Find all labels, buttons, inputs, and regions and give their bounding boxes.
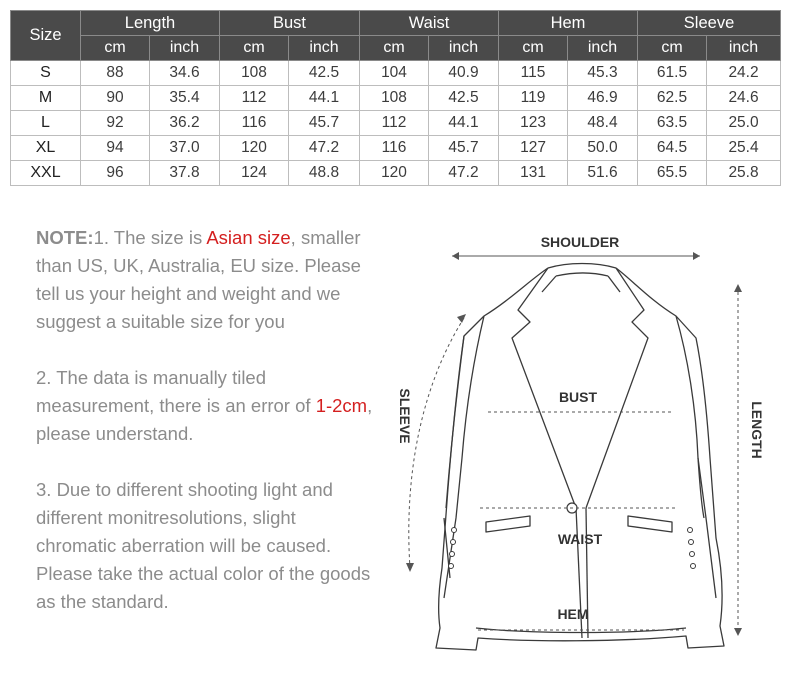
table-cell: 61.5	[638, 61, 707, 86]
table-row	[11, 136, 781, 161]
unit-header-inch: inch	[150, 36, 220, 61]
table-cell: 108	[360, 86, 429, 111]
unit-header-inch: inch	[707, 36, 781, 61]
note-1	[36, 224, 381, 336]
table-cell: 42.5	[429, 86, 499, 111]
table-cell: 94	[81, 136, 150, 161]
size-cell: XXL	[11, 161, 81, 186]
hem-label: HEM	[557, 606, 589, 622]
table-cell: 123	[499, 111, 568, 136]
table-cell: 48.4	[568, 111, 638, 136]
table-cell: 104	[360, 61, 429, 86]
table-cell: 42.5	[289, 61, 360, 86]
table-cell: 131	[499, 161, 568, 186]
table-cell: 44.1	[289, 86, 360, 111]
table-row	[11, 61, 781, 86]
table-cell: 63.5	[638, 111, 707, 136]
table-cell: 25.8	[707, 161, 781, 186]
table-cell: 36.2	[150, 111, 220, 136]
table-cell: 51.6	[568, 161, 638, 186]
note-1-text-start: 1. The size is	[93, 227, 207, 248]
table-cell: 40.9	[429, 61, 499, 86]
table-cell: 45.7	[429, 136, 499, 161]
table-cell: 92	[81, 111, 150, 136]
table-cell: 120	[220, 136, 289, 161]
table-row	[11, 161, 781, 186]
table-row	[11, 111, 781, 136]
size-chart-table	[10, 10, 781, 186]
table-cell: 35.4	[150, 86, 220, 111]
table-cell: 24.6	[707, 86, 781, 111]
waist-header: Waist	[360, 11, 499, 36]
unit-header-inch: inch	[568, 36, 638, 61]
table-cell: 115	[499, 61, 568, 86]
bust-header: Bust	[220, 11, 360, 36]
unit-header-cm: cm	[220, 36, 289, 61]
table-cell: 45.3	[568, 61, 638, 86]
measurement-lines	[406, 252, 742, 636]
unit-header-cm: cm	[81, 36, 150, 61]
table-cell: 44.1	[429, 111, 499, 136]
unit-header-cm: cm	[360, 36, 429, 61]
sleeve-label: SLEEVE	[397, 388, 413, 444]
table-cell: 119	[499, 86, 568, 111]
table-row	[11, 86, 781, 111]
table-cell: 50.0	[568, 136, 638, 161]
header-row-units	[11, 36, 781, 61]
size-cell: M	[11, 86, 81, 111]
length-label: LENGTH	[749, 401, 765, 459]
size-cell: XL	[11, 136, 81, 161]
table-cell: 47.2	[429, 161, 499, 186]
table-cell: 62.5	[638, 86, 707, 111]
table-cell: 112	[360, 111, 429, 136]
table-cell: 37.8	[150, 161, 220, 186]
note-3	[36, 476, 381, 616]
bust-label: BUST	[558, 389, 598, 405]
note-2-text-start: 2. The data is manually tiled measurement, there is an error of	[36, 367, 316, 416]
table-cell: 88	[81, 61, 150, 86]
jacket-outline	[436, 264, 724, 651]
unit-header-inch: inch	[289, 36, 360, 61]
table-cell: 45.7	[289, 111, 360, 136]
note-heading: NOTE:	[36, 227, 94, 248]
table-cell: 34.6	[150, 61, 220, 86]
hem-header: Hem	[499, 11, 638, 36]
header-row-groups	[11, 11, 781, 36]
table-cell: 116	[220, 111, 289, 136]
table-cell: 46.9	[568, 86, 638, 111]
table-cell: 96	[81, 161, 150, 186]
table-cell: 65.5	[638, 161, 707, 186]
table-cell: 124	[220, 161, 289, 186]
table-cell: 48.8	[289, 161, 360, 186]
unit-header-cm: cm	[499, 36, 568, 61]
table-cell: 24.2	[707, 61, 781, 86]
jacket-measurement-diagram	[380, 218, 780, 678]
table-cell: 108	[220, 61, 289, 86]
table-cell: 47.2	[289, 136, 360, 161]
unit-header-cm: cm	[638, 36, 707, 61]
size-column-header: Size	[11, 11, 81, 61]
table-cell: 64.5	[638, 136, 707, 161]
size-cell: L	[11, 111, 81, 136]
note-1-highlight: Asian size	[206, 227, 291, 248]
table-cell: 25.4	[707, 136, 781, 161]
table-cell: 90	[81, 86, 150, 111]
size-cell: S	[11, 61, 81, 86]
table-cell: 37.0	[150, 136, 220, 161]
length-header: Length	[81, 11, 220, 36]
shoulder-label: SHOULDER	[540, 234, 620, 250]
notes-section	[36, 224, 381, 616]
table-cell: 25.0	[707, 111, 781, 136]
table-cell: 127	[499, 136, 568, 161]
note-2-highlight: 1-2cm	[315, 395, 368, 416]
unit-header-inch: inch	[429, 36, 499, 61]
note-1-text-end: , smaller than US, UK, Australia, EU size. Please tell us your height and weight and we suggest a suitable size for you	[36, 227, 361, 332]
note-2	[36, 364, 381, 448]
note-3-text: 3. Due to different shooting light and different monitresolutions, slight chromatic aberration will be caused. Please take the actual color of the goods as the standard.	[36, 479, 371, 612]
sleeve-header: Sleeve	[638, 11, 781, 36]
table-cell: 112	[220, 86, 289, 111]
table-cell: 120	[360, 161, 429, 186]
table-cell: 116	[360, 136, 429, 161]
note-2-text-end: , please understand.	[36, 395, 373, 444]
waist-label: WAIST	[557, 531, 603, 547]
sleeve-buttons-right-icon	[688, 528, 696, 569]
